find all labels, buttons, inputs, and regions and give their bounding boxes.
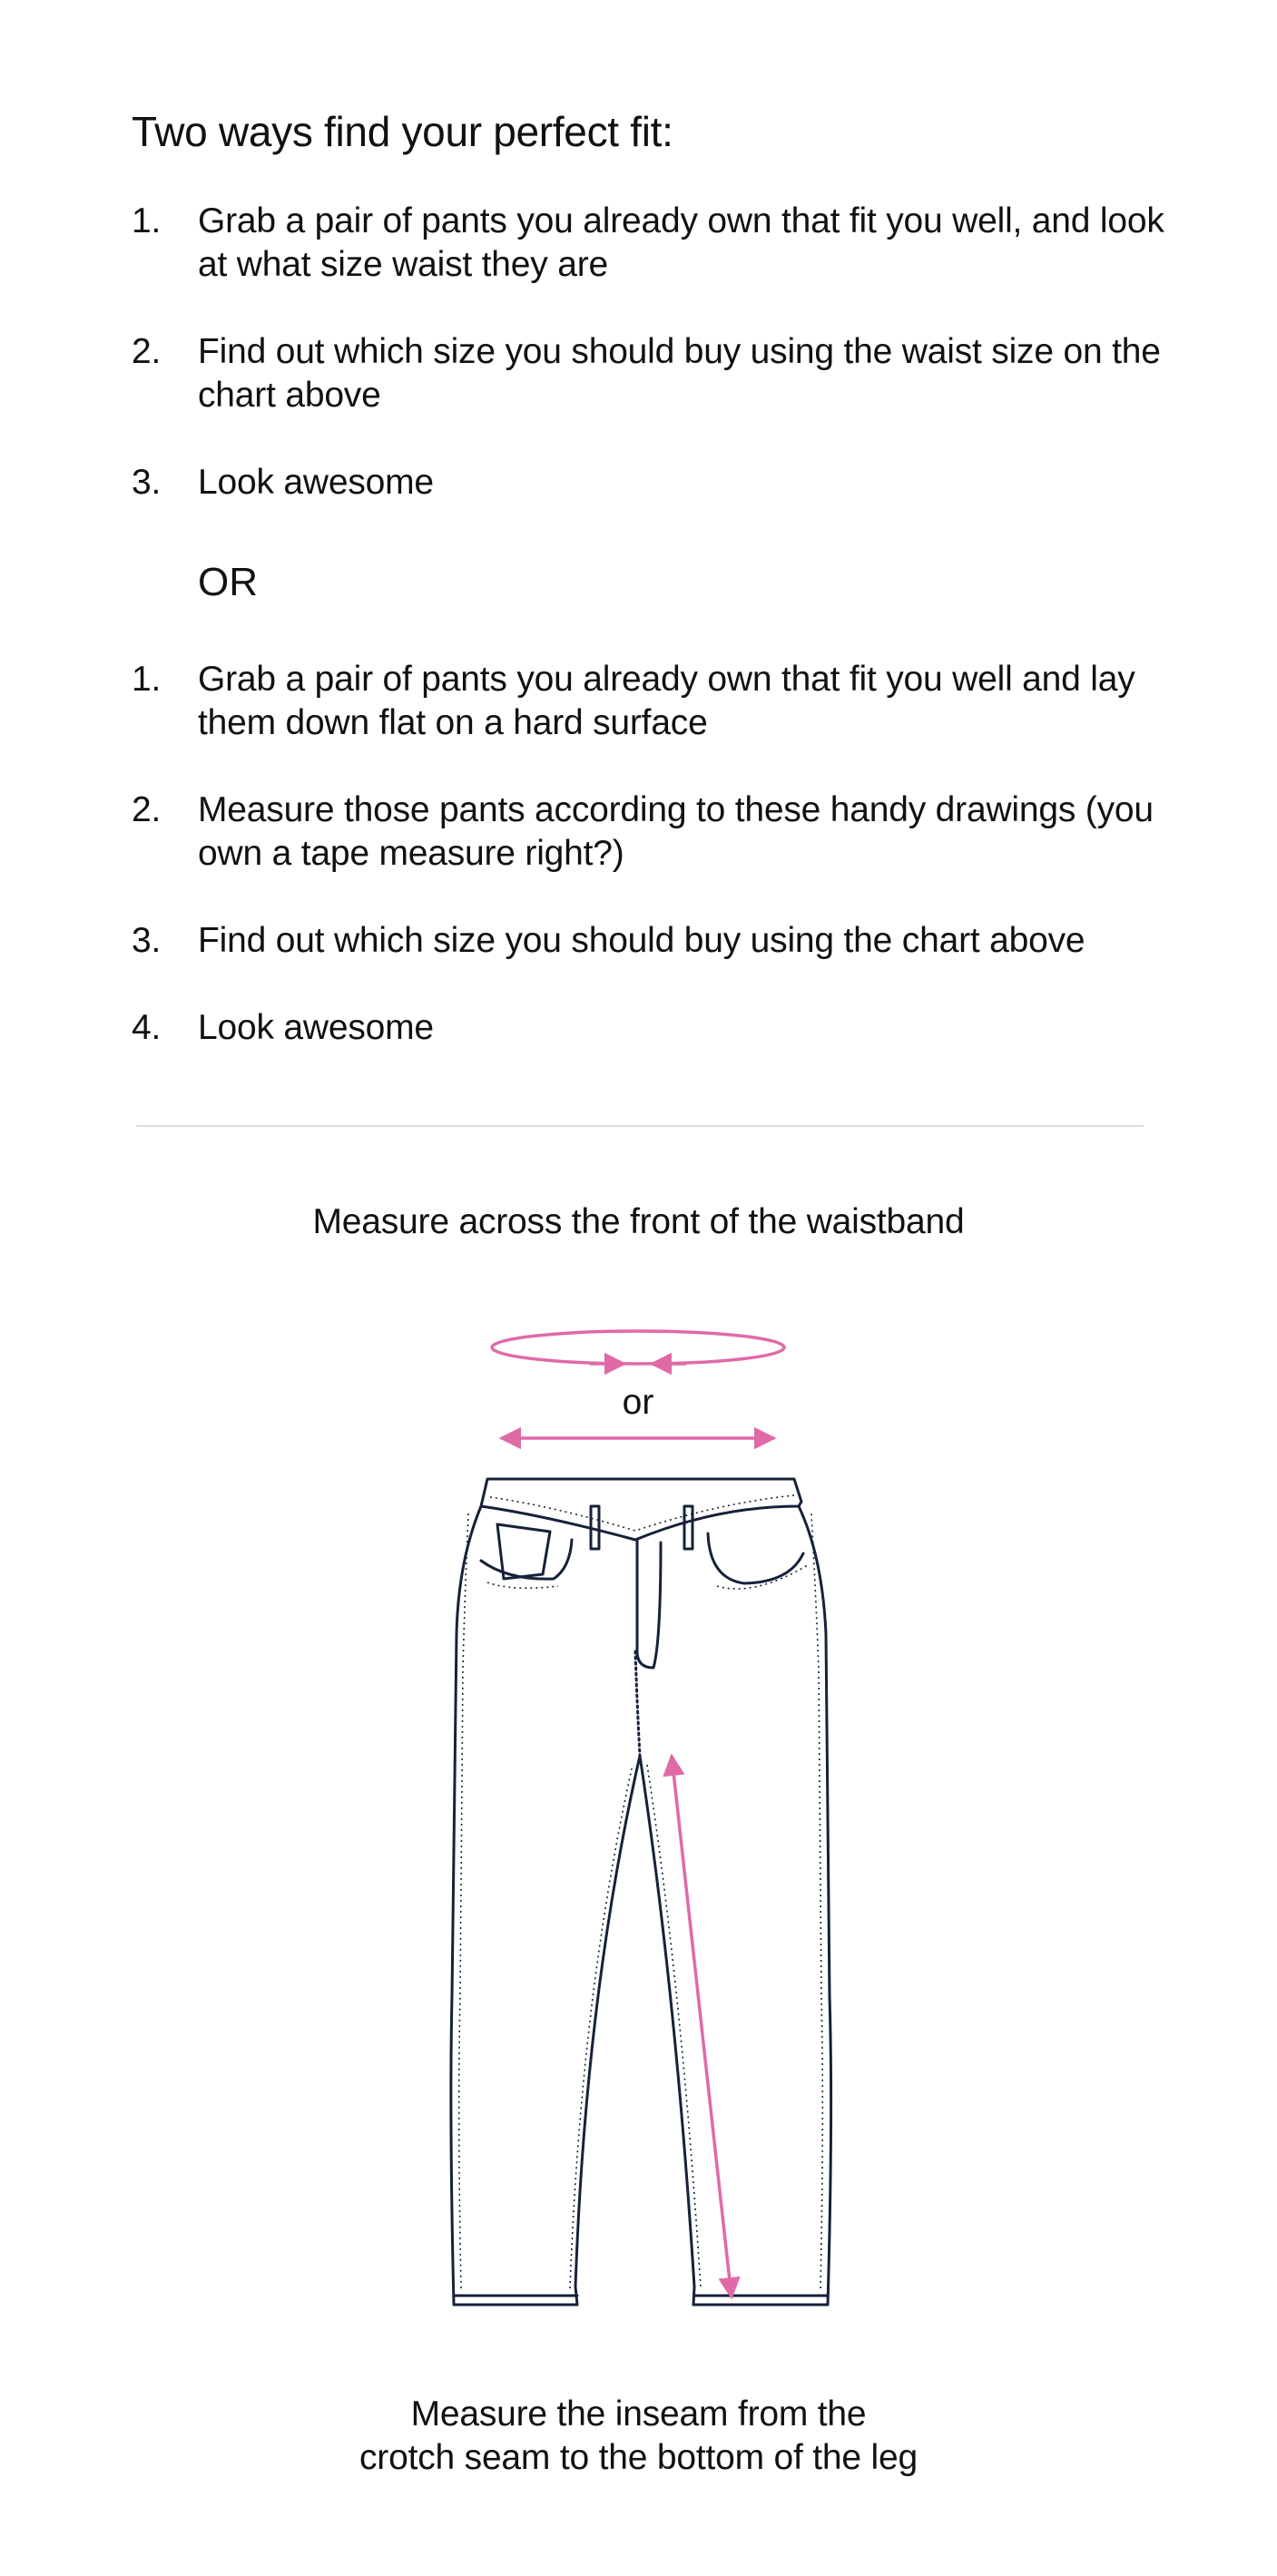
- item-text: Grab a pair of pants you already own that fit you well, and look at what size waist they are: [198, 201, 1164, 284]
- item-text: Look awesome: [198, 463, 434, 502]
- item-number: 3.: [132, 921, 162, 960]
- list-item: [132, 788, 1166, 876]
- method-two-list: [132, 658, 1166, 1050]
- pants-icon: [451, 1479, 831, 2305]
- item-text: Measure those pants according to these handy drawings (you own a tape measure right?): [198, 790, 1154, 873]
- inseam-caption: [0, 2393, 1277, 2480]
- item-number: 2.: [132, 332, 162, 371]
- item-text: Find out which size you should buy using the chart above: [198, 921, 1085, 960]
- list-item: [132, 1006, 1166, 1050]
- page-heading: Two ways find your perfect fit:: [132, 108, 673, 155]
- item-number: 3.: [132, 463, 162, 502]
- item-number: 1.: [132, 660, 162, 699]
- item-text: Look awesome: [198, 1008, 434, 1047]
- waist-caption: Measure across the front of the waistband: [312, 1202, 965, 1241]
- list-item: [132, 461, 1166, 504]
- method-one-list: [132, 200, 1166, 504]
- item-number: 2.: [132, 790, 162, 829]
- list-item: [132, 919, 1166, 963]
- item-text: Grab a pair of pants you already own that fit you well and lay them down flat on a hard surface: [198, 660, 1135, 742]
- list-item: [132, 200, 1166, 287]
- list-item: [132, 658, 1166, 745]
- item-number: 4.: [132, 1008, 162, 1047]
- inseam-caption-line1: Measure the inseam from the: [410, 2395, 867, 2434]
- or-small-label: or: [622, 1383, 654, 1422]
- item-number: 1.: [132, 201, 162, 240]
- inseam-arrow-icon: [672, 1756, 732, 2297]
- or-separator: OR: [198, 560, 258, 604]
- section-divider: [136, 1125, 1144, 1127]
- pants-measurement-diagram: [0, 1288, 1277, 2332]
- stitching-lines: [459, 1495, 823, 2288]
- inseam-caption-line2: crotch seam to the bottom of the leg: [359, 2438, 918, 2477]
- waist-circumference-icon: [492, 1331, 784, 1364]
- list-item: [132, 330, 1166, 417]
- item-text: Find out which size you should buy using the waist size on the chart above: [198, 332, 1161, 415]
